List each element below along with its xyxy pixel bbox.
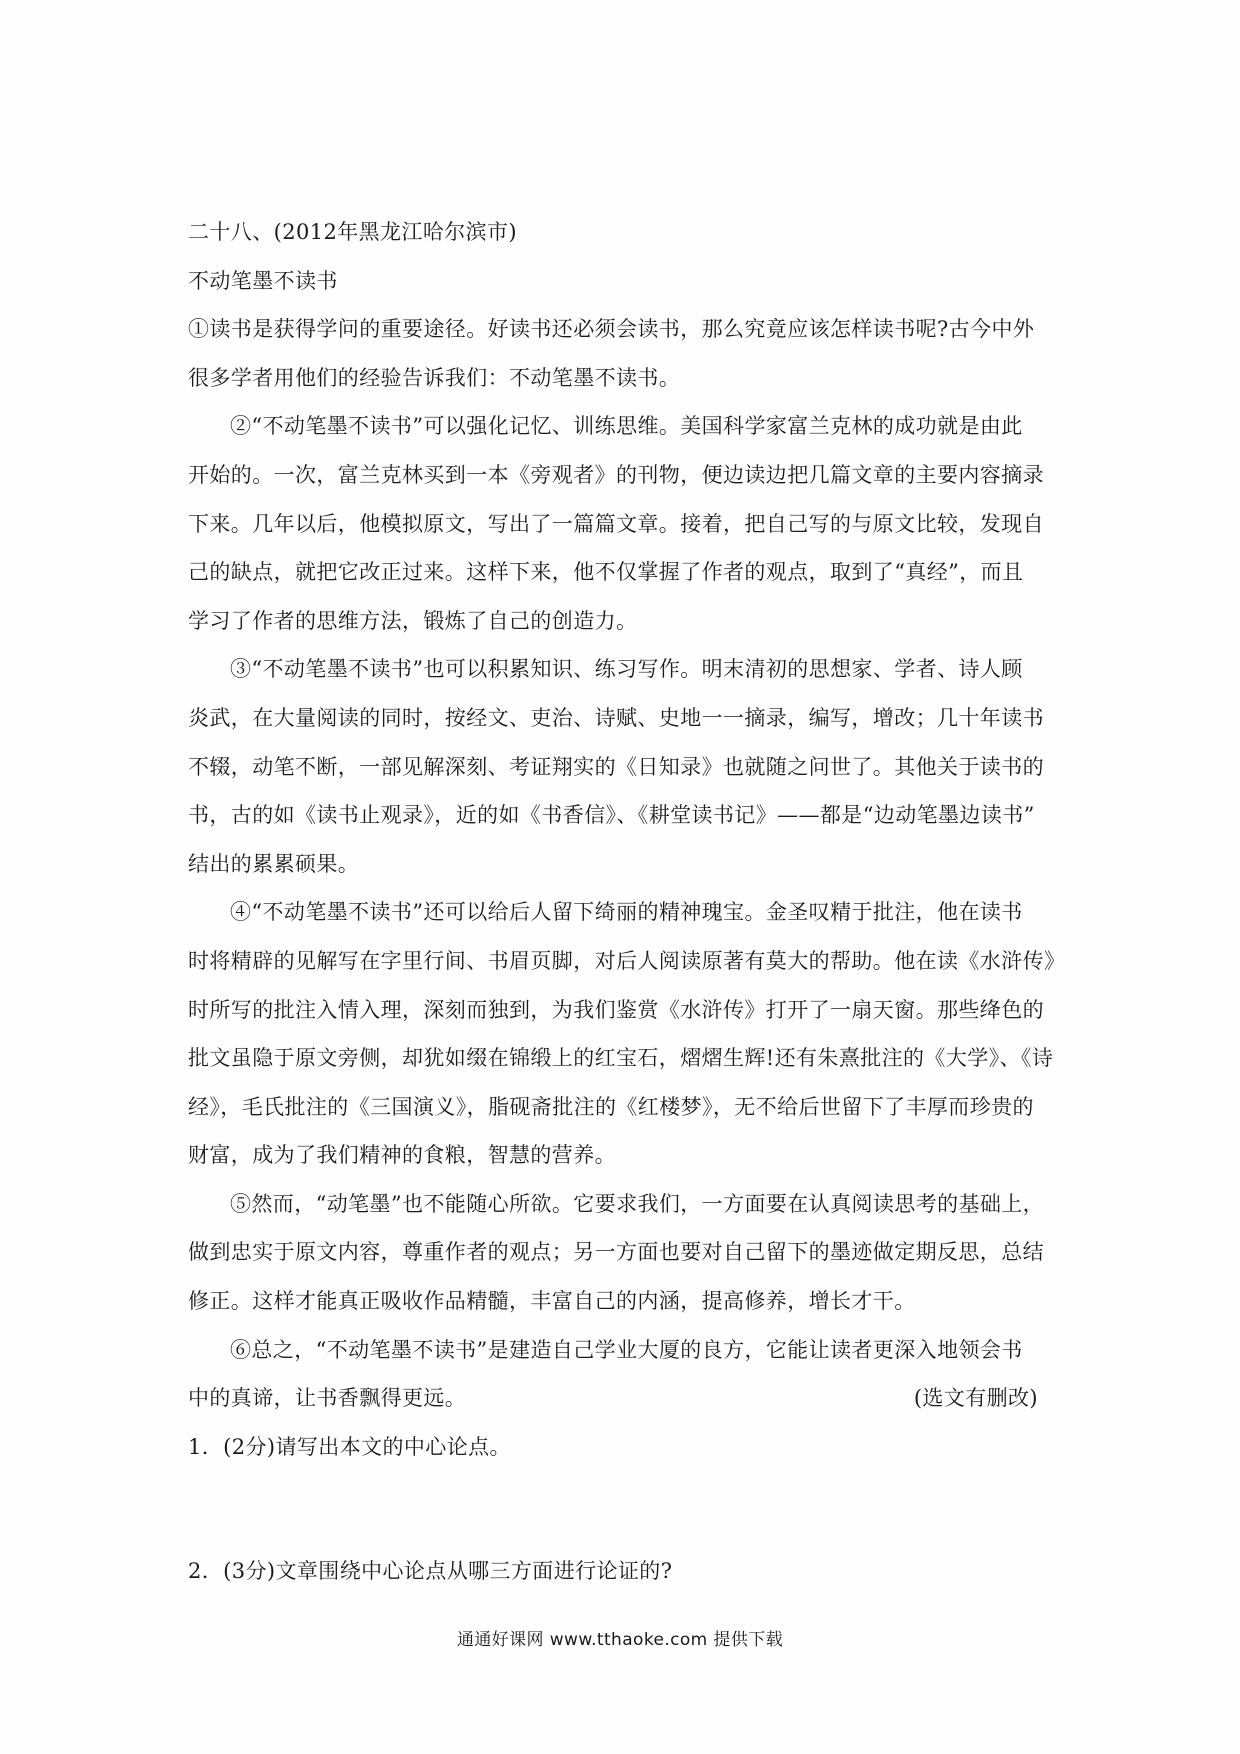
- document-body: [188, 208, 1066, 1596]
- paragraph-1: [188, 305, 1050, 402]
- paragraph-line: ③“不动笔墨不读书”也可以积累知识、练习写作。明末清初的思想家、学者、诗人顾: [230, 657, 1023, 682]
- paragraph-line: ①读书是获得学问的重要途径。好读书还必须会读书，那么究竟应该怎样读书呢?古今中外: [188, 317, 1035, 342]
- paragraph-line: ⑤然而，“动笔墨”也不能随心所欲。它要求我们，一方面要在认真阅读思考的基础上，: [230, 1191, 1045, 1216]
- article-title: 不动笔墨不读书: [188, 268, 338, 293]
- paragraph-line: ②“不动笔墨不读书”可以强化记忆、训练思维。美国科学家富兰克林的成功就是由此: [230, 414, 1023, 439]
- paragraph-line: 结出的累累硕果。: [188, 851, 360, 876]
- paragraph-line: 中的真谛，让书香飘得更远。: [188, 1386, 467, 1411]
- paragraph-line: 学习了作者的思维方法，锻炼了自己的创造力。: [188, 608, 638, 633]
- section-heading: 二十八、(2012年黑龙江哈尔滨市): [188, 220, 518, 244]
- paragraph-line: 时将精辟的见解写在字里行间、书眉页脚，对后人阅读原著有莫大的帮助。他在读《水浒传》: [188, 948, 1066, 973]
- paragraph-line: 下来。几年以后，他模拟原文，写出了一篇篇文章。接着，把自己写的与原文比较，发现自: [188, 511, 1044, 536]
- paragraph-line: 做到忠实于原文内容，尊重作者的观点；另一方面也要对自己留下的墨迹做定期反思，总结: [188, 1240, 1044, 1265]
- paragraph-line: 不辍，动笔不断，一部见解深刻、考证翔实的《日知录》也就随之问世了。其他关于读书的: [188, 754, 1044, 779]
- paragraph-line: 财富，成为了我们精神的食粮，智慧的营养。: [188, 1143, 616, 1168]
- paragraph-last-line: [188, 1374, 1050, 1423]
- paragraph-5: [188, 1180, 1050, 1326]
- paragraph-4: [188, 888, 1066, 1180]
- paragraph-line: 时所写的批注入情入理，深刻而独到，为我们鉴赏《水浒传》打开了一扇天窗。那些绛色的: [188, 997, 1044, 1022]
- paragraph-2: [188, 402, 1050, 645]
- paragraph-line: 经》，毛氏批注的《三国演义》，脂砚斋批注的《红楼梦》，无不给后世留下了丰厚而珍贵的: [188, 1094, 1034, 1119]
- paragraph-line: ⑥总之，“不动笔墨不读书”是建造自己学业大厦的良方，它能让读者更深入地领会书: [230, 1337, 1023, 1362]
- source-note: (选文有删改): [913, 1386, 1038, 1411]
- paragraph-line: 批文虽隐于原文旁侧，却犹如缀在锦缎上的红宝石，熠熠生辉!还有朱熹批注的《大学》、《诗: [188, 1046, 1054, 1071]
- paragraph-line: 很多学者用他们的经验告诉我们：不动笔墨不读书。: [188, 365, 681, 390]
- question-1: 1．(2分)请写出本文的中心论点。: [188, 1434, 511, 1459]
- paragraph-line: 开始的。一次，富兰克林买到一本《旁观者》的刊物，便边读边把几篇文章的主要内容摘录: [188, 462, 1044, 487]
- question-2: 2．(3分)文章围绕中心论点从哪三方面进行论证的?: [188, 1559, 673, 1584]
- paragraph-line: ④“不动笔墨不读书”还可以给后人留下绮丽的精神瑰宝。金圣叹精于批注，他在读书: [230, 900, 1023, 925]
- paragraph-6: [188, 1326, 1050, 1423]
- page-footer: 通通好课网 www.tthaoke.com 提供下载: [456, 1630, 784, 1650]
- paragraph-3: [188, 645, 1050, 888]
- paragraph-line: 己的缺点，就把它改正过来。这样下来，他不仅掌握了作者的观点，取到了“真经”，而且: [188, 560, 1024, 585]
- paragraph-line: 炎武，在大量阅读的同时，按经文、吏治、诗赋、史地一一摘录，编写，增改；几十年读书: [188, 705, 1044, 730]
- paragraph-line: 修正。这样才能真正吸收作品精髓，丰富自己的内涵，提高修养，增长才干。: [188, 1289, 916, 1314]
- paragraph-line: 书，古的如《读书止观录》，近的如《书香信》、《耕堂读书记》——都是“边动笔墨边读书”: [188, 803, 1035, 828]
